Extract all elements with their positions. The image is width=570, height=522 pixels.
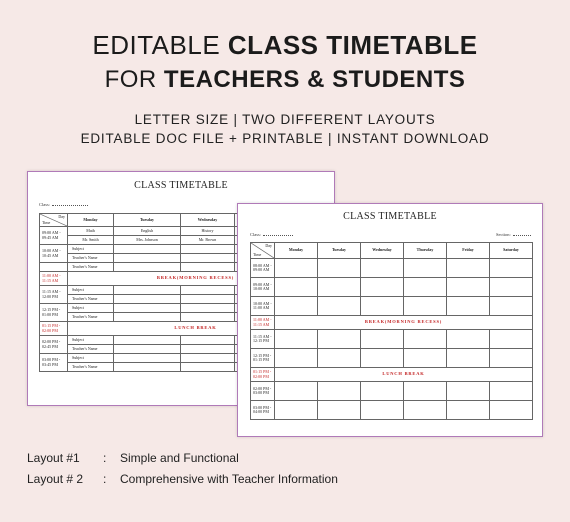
subject-label: Subject [68,336,114,345]
teacher-cell[interactable]: Mr. Smith [68,236,114,245]
timetable-cell[interactable] [181,304,235,313]
teacher-label: Teacher's Name [68,313,114,322]
timetable-cell[interactable] [275,330,318,349]
section-label: Section: [496,232,511,237]
timetable-cell[interactable] [404,401,447,420]
day-header: Monday [275,243,318,259]
table-row [251,401,533,420]
timetable-cell[interactable] [181,313,235,322]
timetable-cell[interactable] [275,382,318,401]
table-row [251,349,533,368]
headline-line-1 [0,30,570,61]
layout-2-class-field [250,232,293,237]
time-cell: 11:15 AM - 12:00 PM [40,286,68,304]
table-row [251,259,533,278]
timetable-cell[interactable] [181,363,235,372]
time-cell: 02:00 PM - 03:00 PM [251,382,275,401]
timetable-cell[interactable] [447,349,490,368]
timetable-cell[interactable] [114,363,181,372]
subject-cell[interactable]: History [181,227,235,236]
headline-teachers-students: TEACHERS & STUDENTS [163,66,466,93]
class-dots [263,232,293,236]
timetable-cell[interactable] [447,401,490,420]
layout-2-table [250,242,533,420]
timetable-cell[interactable] [404,330,447,349]
corner-cell [40,214,68,227]
table-row [251,297,533,316]
timetable-cell[interactable] [490,330,533,349]
subject-cell[interactable]: English [114,227,181,236]
time-cell: 10:00 AM - 11:00 AM [251,297,275,316]
timetable-cell[interactable] [318,382,361,401]
timetable-cell[interactable] [404,297,447,316]
subheading-file-download: EDITABLE DOC FILE + PRINTABLE | INSTANT DOWNLOAD [80,131,490,146]
timetable-cell[interactable] [318,401,361,420]
timetable-cell[interactable] [490,259,533,278]
timetable-cell[interactable] [275,401,318,420]
timetable-cell[interactable] [447,297,490,316]
corner-time-label: Time [253,251,262,257]
time-cell: 11:15 AM - 12:15 PM [251,330,275,349]
timetable-cell[interactable] [361,401,404,420]
timetable-cell[interactable] [275,349,318,368]
timetable-cell[interactable] [114,295,181,304]
teacher-cell[interactable]: Mr. Brown [181,236,235,245]
timetable-cell[interactable] [447,259,490,278]
time-cell: 09:00 AM - 09:45 AM [40,227,68,245]
timetable-cell[interactable] [404,382,447,401]
layout-2-title: CLASS TIMETABLE [343,211,437,222]
time-cell: 08:00 AM - 09:00 AM [251,259,275,278]
timetable-cell[interactable] [318,349,361,368]
timetable-cell[interactable] [181,354,235,363]
timetable-cell[interactable] [181,263,235,272]
teacher-label: Teacher's Name [68,254,114,263]
timetable-cell[interactable] [447,330,490,349]
break-label: BREAK(MORNING RECESS) [68,272,324,286]
day-header: Thursday [404,243,447,259]
timetable-cell[interactable] [275,278,318,297]
day-header: Tuesday [114,214,181,227]
timetable-cell[interactable] [114,354,181,363]
timetable-cell[interactable] [114,245,181,254]
subject-label: Subject [68,354,114,363]
timetable-cell[interactable] [114,254,181,263]
headline-line-2 [0,66,570,94]
header-row [251,243,533,259]
break-row [251,368,533,382]
timetable-cell[interactable] [490,382,533,401]
timetable-cell[interactable] [361,330,404,349]
layout-2-preview [237,203,543,437]
subject-label: Subject [68,245,114,254]
time-cell: 02:00 PM - 02:45 PM [40,336,68,354]
section-dots [513,232,531,236]
timetable-cell[interactable] [490,401,533,420]
class-label: Class: [250,232,262,237]
day-header: Tuesday [318,243,361,259]
timetable-cell[interactable] [361,278,404,297]
timetable-cell[interactable] [447,278,490,297]
timetable-cell[interactable] [490,297,533,316]
subheading-size-layouts: LETTER SIZE | TWO DIFFERENT LAYOUTS [134,112,436,127]
footer-layout-2-colon: : [103,472,107,486]
time-cell [40,263,68,272]
timetable-cell[interactable] [404,259,447,278]
timetable-cell[interactable] [181,295,235,304]
break-label: BREAK(MORNING RECESS) [275,316,533,330]
day-header: Saturday [490,243,533,259]
subject-label: Subject [68,286,114,295]
time-cell: 10:00 AM - 10:45 AM [40,245,68,263]
teacher-label: Teacher's Name [68,295,114,304]
timetable-cell[interactable] [181,245,235,254]
class-dots [52,202,88,206]
headline-editable: EDITABLE [92,30,221,60]
time-cell: 09:00 AM - 10:00 AM [251,278,275,297]
class-label: Class: [39,202,51,207]
layout-2-section-field [496,232,531,237]
time-cell: 12:15 PM - 01:00 PM [40,304,68,322]
footer-layout-2-value: Comprehensive with Teacher Information [120,472,338,486]
time-cell: 03:00 PM - 03:45 PM [40,354,68,372]
timetable-cell[interactable] [181,336,235,345]
timetable-cell[interactable] [114,263,181,272]
headline-class-timetable: CLASS TIMETABLE [227,30,478,60]
day-header: Wednesday [181,214,235,227]
time-cell: 12:15 PM - 01:15 PM [251,349,275,368]
corner-day-label: Day [58,214,65,219]
break-label: LUNCH BREAK [275,368,533,382]
teacher-label: Teacher's Name [68,363,114,372]
subject-cell[interactable]: Math [68,227,114,236]
table-row [251,382,533,401]
timetable-cell[interactable] [404,278,447,297]
timetable-cell[interactable] [114,336,181,345]
timetable-cell[interactable] [490,349,533,368]
timetable-cell[interactable] [114,345,181,354]
time-cell: 03:00 PM - 04:00 PM [251,401,275,420]
timetable-cell[interactable] [361,259,404,278]
timetable-cell[interactable] [404,349,447,368]
break-time-cell: 01:15 PM - 02:00 PM [251,368,275,382]
timetable-cell[interactable] [275,259,318,278]
footer-layout-1-colon: : [103,451,107,465]
corner-time-label: Time [42,219,51,225]
break-time-cell: 11:00 AM - 11:15 AM [251,316,275,330]
break-time-cell: 11:00 AM - 11:15 AM [40,272,68,286]
timetable-cell[interactable] [361,382,404,401]
timetable-cell[interactable] [181,254,235,263]
timetable-cell[interactable] [318,297,361,316]
subject-label: Subject [68,304,114,313]
table-row [251,278,533,297]
timetable-cell[interactable] [275,297,318,316]
footer-layout-1-value: Simple and Functional [120,451,239,465]
timetable-cell[interactable] [490,278,533,297]
timetable-cell[interactable] [114,313,181,322]
break-time-cell: 01:15 PM - 02:00 PM [40,322,68,336]
timetable-cell[interactable] [361,297,404,316]
layout-1-title: CLASS TIMETABLE [134,180,228,191]
day-header: Monday [68,214,114,227]
corner-day-label: Day [265,243,272,248]
timetable-cell[interactable] [318,278,361,297]
timetable-cell[interactable] [114,304,181,313]
teacher-cell[interactable]: Mrs. Johnson [114,236,181,245]
day-header: Wednesday [361,243,404,259]
table-row [251,330,533,349]
teacher-label: Teacher's Name [68,263,114,272]
timetable-cell[interactable] [318,259,361,278]
timetable-cell[interactable] [181,345,235,354]
timetable-cell[interactable] [181,286,235,295]
break-label: LUNCH BREAK [68,322,324,336]
break-row [251,316,533,330]
timetable-cell[interactable] [447,382,490,401]
headline-for: FOR [104,66,157,93]
timetable-cell[interactable] [318,330,361,349]
day-header: Friday [447,243,490,259]
layout-1-class-field [39,202,88,207]
timetable-cell[interactable] [114,286,181,295]
corner-cell [251,243,275,259]
teacher-label: Teacher's Name [68,345,114,354]
footer-layout-2-label: Layout # 2 [27,472,84,486]
timetable-cell[interactable] [361,349,404,368]
footer-layout-1-label: Layout #1 [27,451,80,465]
